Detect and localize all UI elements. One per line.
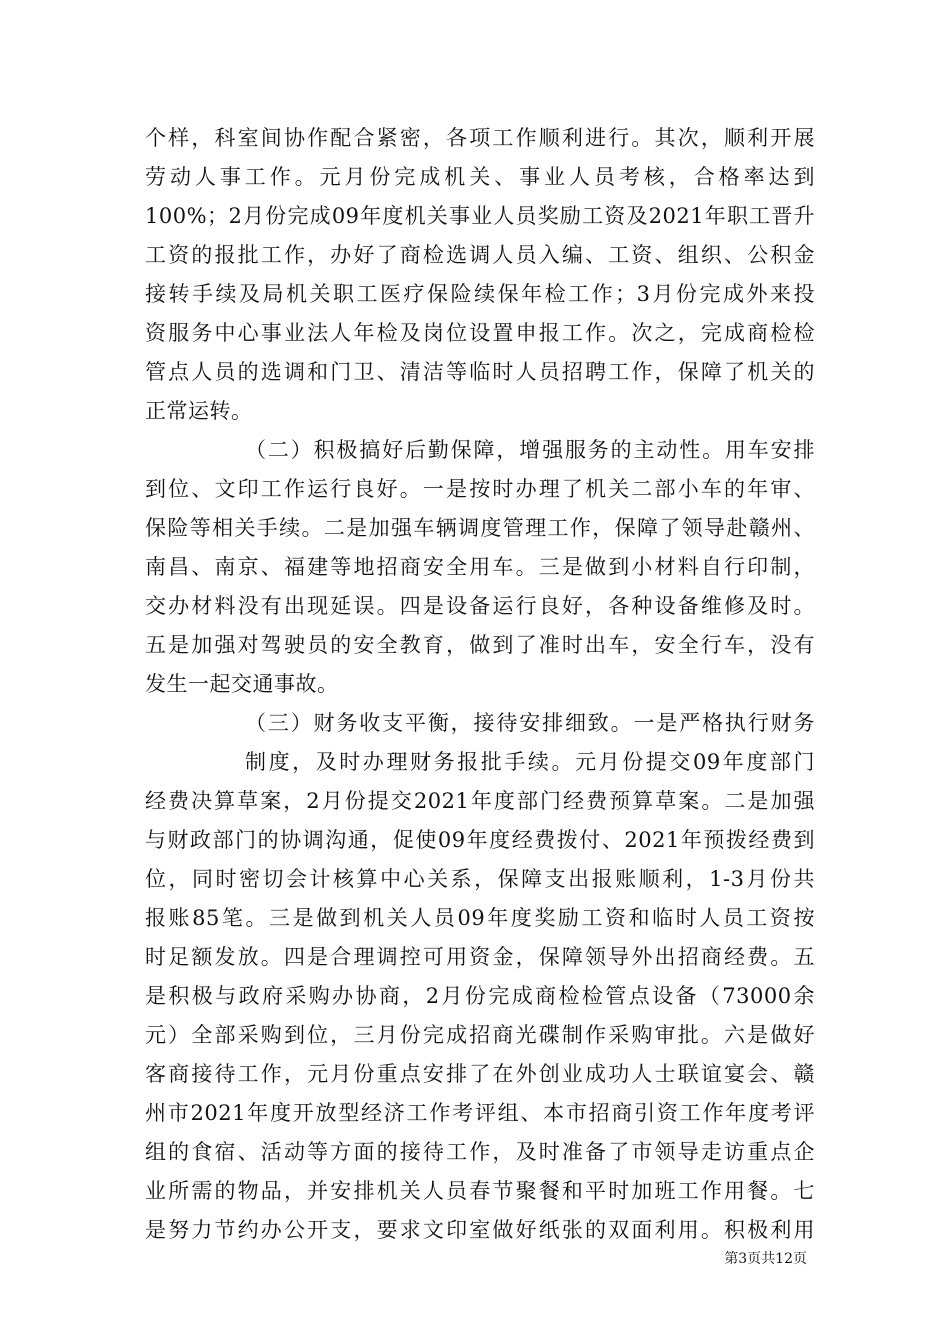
section-heading-line: （三）财务收支平衡，接待安排细致。一是严格执行财务 [245, 711, 815, 735]
text-line: 州市2021年度开放型经济工作考评组、本市招商引资工作年度考评 [145, 1101, 815, 1125]
text-line: 资服务中心事业法人年检及岗位设置申报工作。次之，完成商检检 [145, 321, 815, 345]
text-line: 发生一起交通事故。 [145, 672, 339, 696]
text-line: 接转手续及局机关职工医疗保险续保年检工作；3月份完成外来投 [145, 282, 815, 306]
text-line: 位，同时密切会计核算中心关系，保障支出报账顺利，1-3月份共 [145, 867, 815, 891]
text-line: 与财政部门的协调沟通，促使09年度经费拨付、2021年预拨经费到 [145, 828, 815, 852]
text-line: 组的食宿、活动等方面的接待工作，及时准备了市领导走访重点企 [145, 1140, 815, 1164]
text-line: 劳动人事工作。元月份完成机关、事业人员考核，合格率达到 [145, 165, 815, 189]
text-line: 时足额发放。四是合理调控可用资金，保障领导外出招商经费。五 [145, 945, 815, 969]
text-line: 客商接待工作，元月份重点安排了在外创业成功人士联谊宴会、赣 [145, 1062, 815, 1086]
text-line: 元）全部采购到位，三月份完成招商光碟制作采购审批。六是做好 [145, 1023, 815, 1047]
text-line: 业所需的物品，并安排机关人员春节聚餐和平时加班工作用餐。七 [145, 1179, 815, 1203]
text-line: 制度，及时办理财务报批手续。元月份提交09年度部门 [245, 750, 815, 774]
text-line: 到位、文印工作运行良好。一是按时办理了机关二部小车的年审、 [145, 477, 815, 501]
text-line: 正常运转。 [145, 399, 253, 423]
page-number: 第3页共12页 [724, 1251, 807, 1267]
text-line: 交办材料没有出现延误。四是设备运行良好，各种设备维修及时。 [145, 594, 815, 618]
section-heading-line: （二）积极搞好后勤保障，增强服务的主动性。用车安排 [245, 438, 815, 462]
text-line: 南昌、南京、福建等地招商安全用车。三是做到小材料自行印制， [145, 555, 815, 579]
text-line: 经费决算草案，2月份提交2021年度部门经费预算草案。二是加强 [145, 789, 815, 813]
text-line: 管点人员的选调和门卫、清洁等临时人员招聘工作，保障了机关的 [145, 360, 815, 384]
text-line: 报账85笔。三是做到机关人员09年度奖励工资和临时人员工资按 [145, 906, 815, 930]
text-line: 个样，科室间协作配合紧密，各项工作顺利进行。其次，顺利开展 [145, 126, 815, 150]
text-line: 工资的报批工作，办好了商检选调人员入编、工资、组织、公积金 [145, 243, 815, 267]
text-line: 100%；2月份完成09年度机关事业人员奖励工资及2021年职工晋升 [145, 204, 815, 228]
text-line: 五是加强对驾驶员的安全教育，做到了准时出车，安全行车，没有 [145, 633, 815, 657]
text-line: 保险等相关手续。二是加强车辆调度管理工作，保障了领导赴赣州、 [145, 516, 815, 540]
text-line: 是积极与政府采购办协商，2月份完成商检检管点设备（73000余 [145, 984, 815, 1008]
text-line: 是努力节约办公开支，要求文印室做好纸张的双面利用。积极利用 [145, 1218, 815, 1242]
